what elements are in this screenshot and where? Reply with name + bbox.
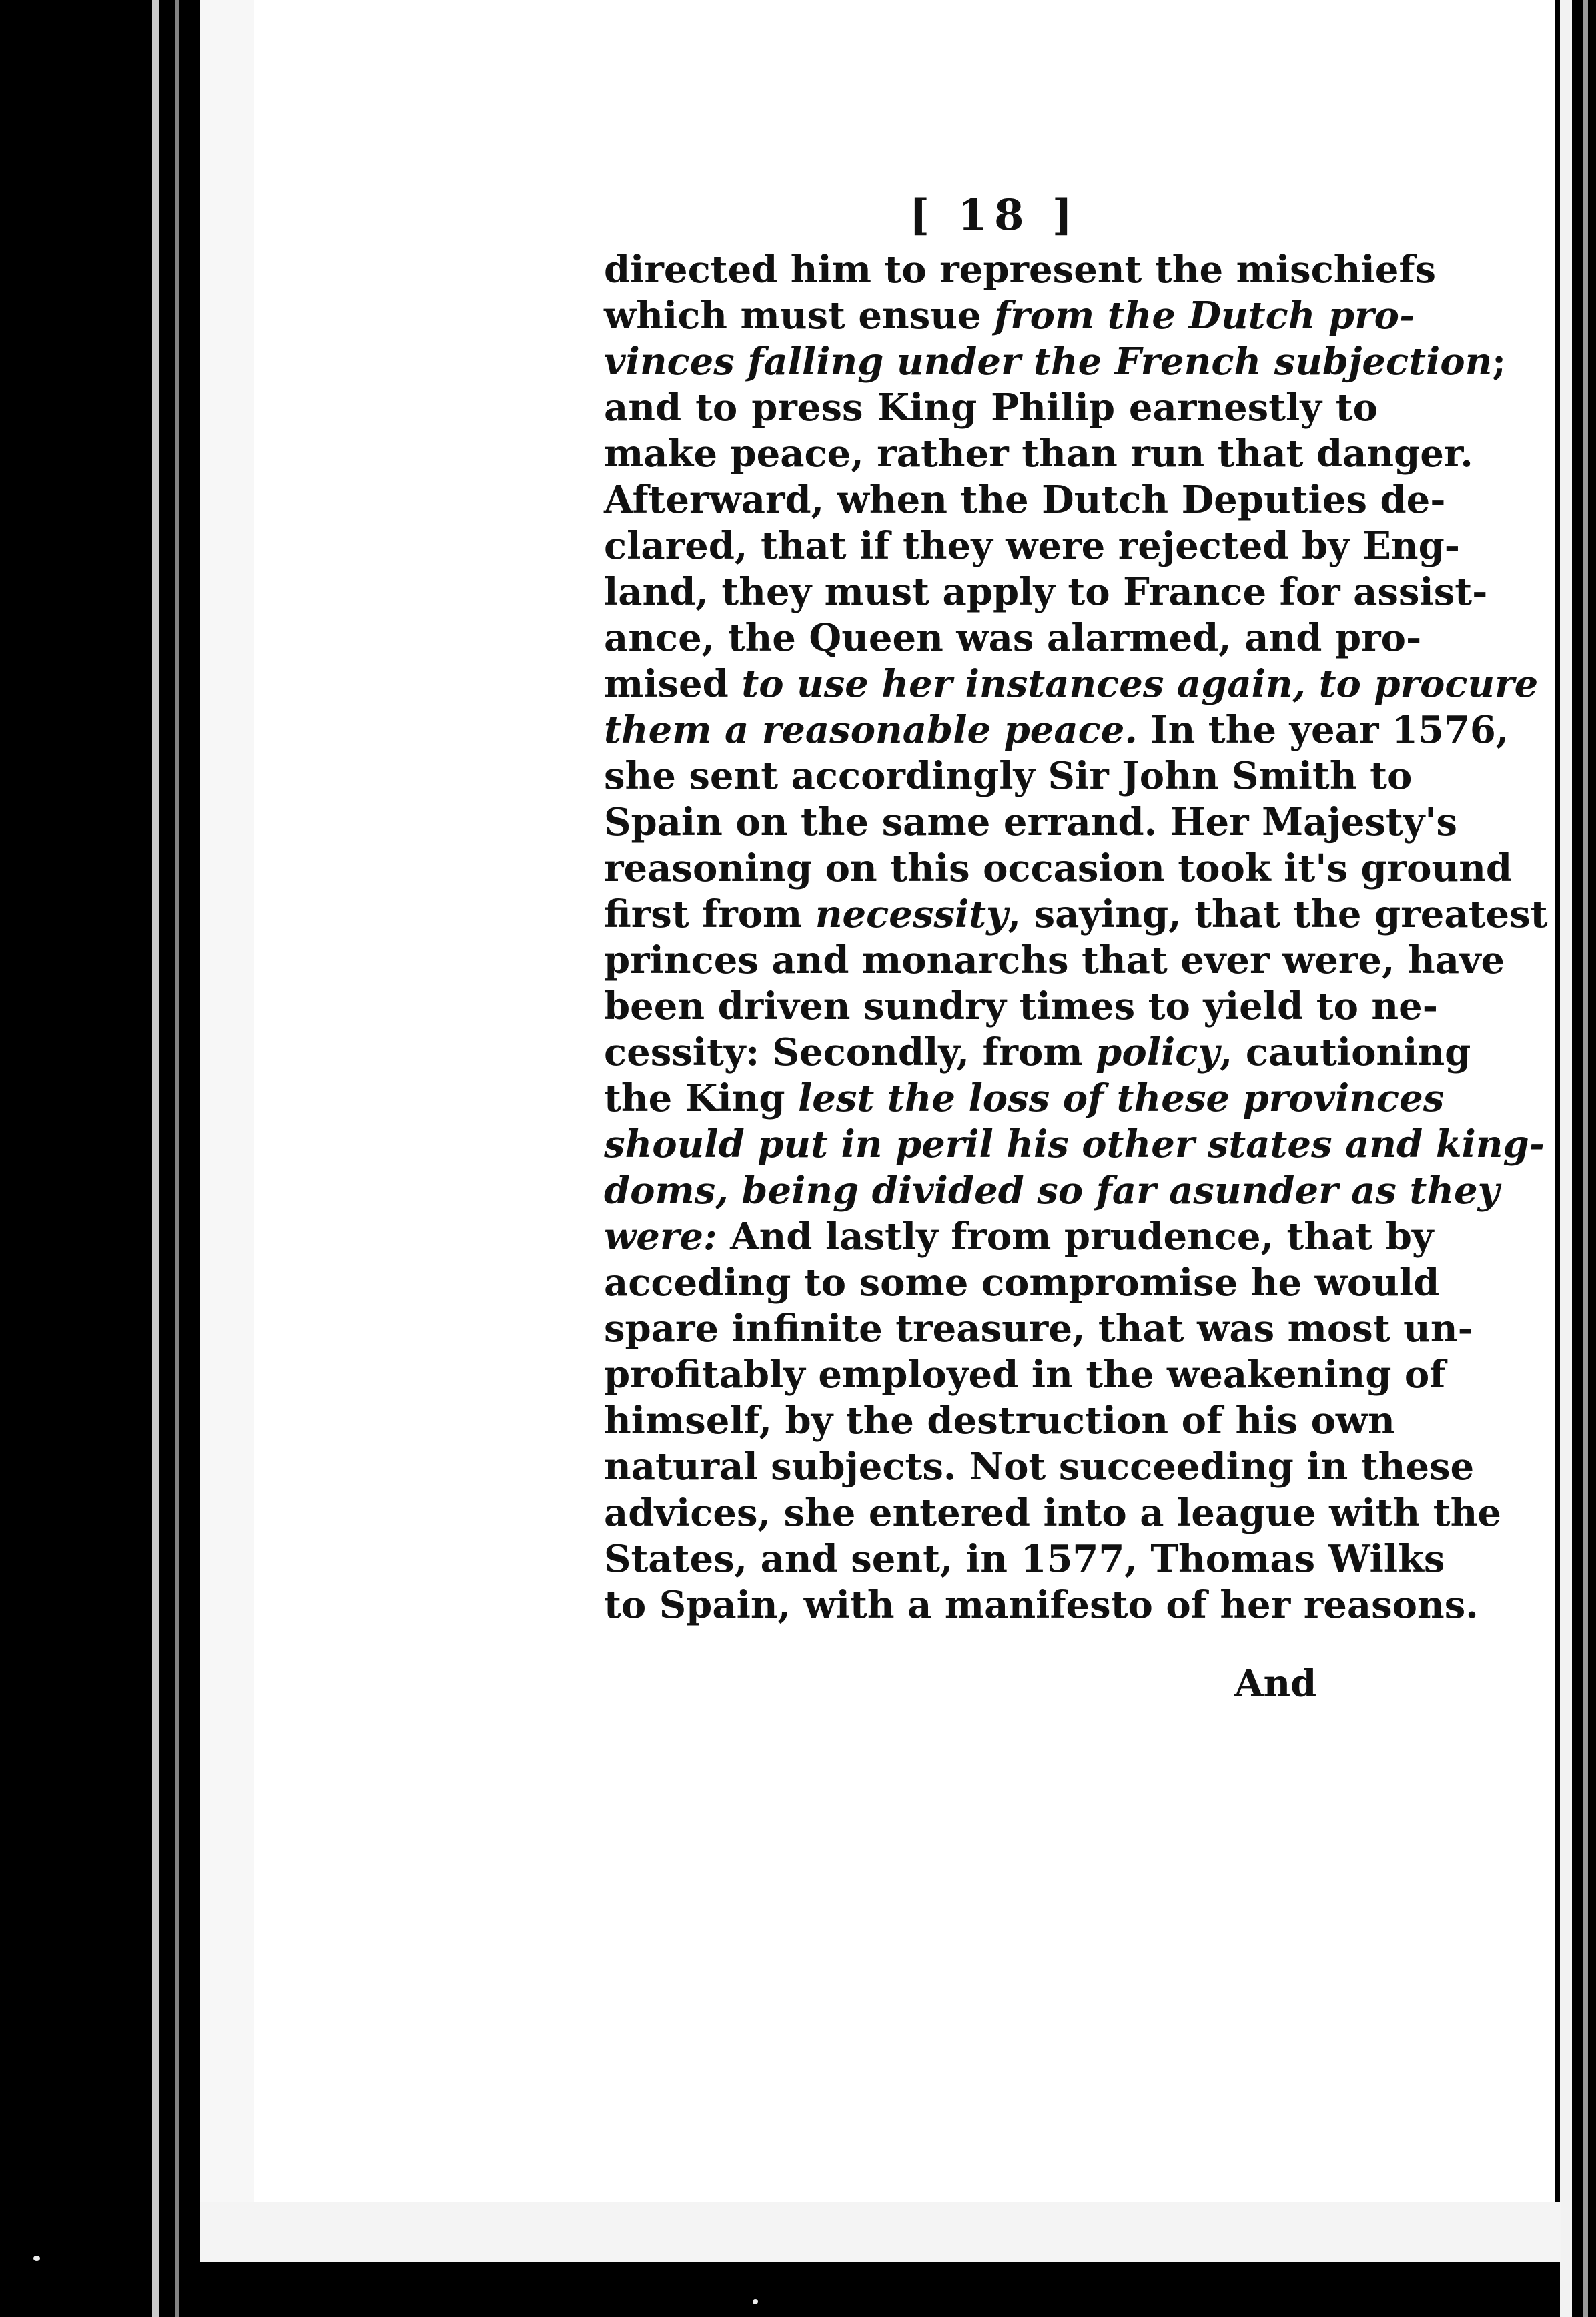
text-line bbox=[604, 477, 1446, 523]
text-line bbox=[604, 615, 1422, 661]
text-line bbox=[604, 293, 1415, 339]
text-segment: mised bbox=[604, 662, 742, 706]
italic-segment: were: bbox=[604, 1215, 717, 1259]
text-line bbox=[604, 1076, 1445, 1122]
text-segment: , cautioning bbox=[1219, 1030, 1471, 1074]
text-line bbox=[604, 1536, 1445, 1582]
text-line bbox=[604, 1030, 1471, 1076]
body-text bbox=[604, 247, 1548, 1628]
text-segment: ; bbox=[1492, 340, 1506, 384]
text-line bbox=[604, 1582, 1479, 1628]
text-segment: Afterward, when the Dutch Deputies de- bbox=[604, 478, 1446, 522]
text-segment: princes and monarchs that ever were, have bbox=[604, 938, 1505, 982]
text-line bbox=[604, 569, 1488, 615]
text-line bbox=[604, 1122, 1545, 1168]
text-line bbox=[604, 661, 1539, 707]
italic-segment: vinces falling under the French subjection bbox=[604, 340, 1493, 384]
text-segment: States, and sent, in 1577, Thomas Wilks bbox=[604, 1537, 1445, 1581]
dust-speck bbox=[753, 2299, 758, 2304]
text-line bbox=[604, 938, 1505, 984]
text-segment: In the year 1576, bbox=[1137, 708, 1509, 752]
text-line bbox=[604, 1306, 1473, 1352]
text-segment: spare infinite treasure, that was most un- bbox=[604, 1307, 1473, 1351]
text-segment: she sent accordingly Sir John Smith to bbox=[604, 754, 1413, 798]
text-segment: make peace, rather than run that danger. bbox=[604, 432, 1473, 476]
text-segment: profitably employed in the weakening of bbox=[604, 1353, 1446, 1397]
text-line bbox=[604, 1398, 1395, 1444]
page-edge-bottom bbox=[200, 2202, 1561, 2262]
text-segment: land, they must apply to France for assist- bbox=[604, 570, 1488, 614]
text-segment: himself, by the destruction of his own bbox=[604, 1399, 1395, 1443]
text-segment: and to press King Philip earnestly to bbox=[604, 386, 1378, 430]
italic-segment: policy bbox=[1096, 1030, 1220, 1074]
text-segment: reasoning on this occasion took it's ground bbox=[604, 846, 1513, 890]
text-segment: cessity: Secondly, from bbox=[604, 1030, 1096, 1074]
text-segment: Spain on the same errand. Her Majesty's bbox=[604, 800, 1457, 844]
text-segment: directed him to represent the mischiefs bbox=[604, 248, 1437, 292]
binding-edge-right bbox=[1560, 0, 1572, 2317]
italic-segment: doms, being divided so far asunder as they bbox=[604, 1169, 1500, 1213]
binding-edge-right-outer bbox=[1583, 0, 1588, 2317]
text-segment: been driven sundry times to yield to ne- bbox=[604, 984, 1439, 1028]
text-segment: natural subjects. Not succeeding in these bbox=[604, 1445, 1475, 1489]
text-segment: acceding to some compromise he would bbox=[604, 1261, 1440, 1305]
text-line bbox=[604, 385, 1378, 431]
text-line bbox=[604, 1490, 1501, 1536]
binding-edge-left bbox=[152, 0, 159, 2317]
text-line bbox=[604, 339, 1506, 385]
italic-segment: should put in peril his other states and king- bbox=[604, 1122, 1545, 1167]
italic-segment: lest the loss of these provinces bbox=[798, 1076, 1445, 1120]
text-segment: to Spain, with a manifesto of her reasons. bbox=[604, 1583, 1479, 1627]
italic-segment: necessity bbox=[815, 892, 1008, 936]
page-number-header: [ 18 ] bbox=[909, 190, 1080, 240]
text-line bbox=[604, 984, 1439, 1030]
catchword: And bbox=[1234, 1662, 1317, 1706]
text-segment: advices, she entered into a league with the bbox=[604, 1491, 1501, 1535]
text-line bbox=[604, 1352, 1446, 1398]
italic-segment: from the Dutch pro- bbox=[994, 294, 1415, 338]
text-segment: ance, the Queen was alarmed, and pro- bbox=[604, 616, 1422, 660]
text-line bbox=[604, 247, 1437, 293]
text-segment: which must ensue bbox=[604, 294, 995, 338]
text-line bbox=[604, 1260, 1440, 1306]
text-segment: first from bbox=[604, 892, 815, 936]
text-segment: And lastly from prudence, that by bbox=[717, 1215, 1434, 1259]
italic-segment: them a reasonable peace. bbox=[604, 708, 1138, 752]
text-line bbox=[604, 892, 1548, 938]
text-line bbox=[604, 523, 1460, 569]
text-segment: the King bbox=[604, 1076, 799, 1120]
text-segment: clared, that if they were rejected by Eng- bbox=[604, 524, 1460, 568]
text-line bbox=[604, 1214, 1434, 1260]
text-line bbox=[604, 707, 1509, 753]
text-line bbox=[604, 431, 1473, 477]
page-edge-left bbox=[200, 0, 254, 2262]
italic-segment: to use her instances again, to procure bbox=[741, 662, 1539, 706]
text-line bbox=[604, 1168, 1500, 1214]
text-line bbox=[604, 1444, 1475, 1490]
text-line bbox=[604, 799, 1457, 846]
text-segment: , saying, that the greatest bbox=[1008, 892, 1548, 936]
text-line bbox=[604, 753, 1413, 799]
binding-edge-left-inner bbox=[175, 0, 179, 2317]
dust-speck bbox=[33, 2256, 40, 2261]
text-line bbox=[604, 846, 1513, 892]
